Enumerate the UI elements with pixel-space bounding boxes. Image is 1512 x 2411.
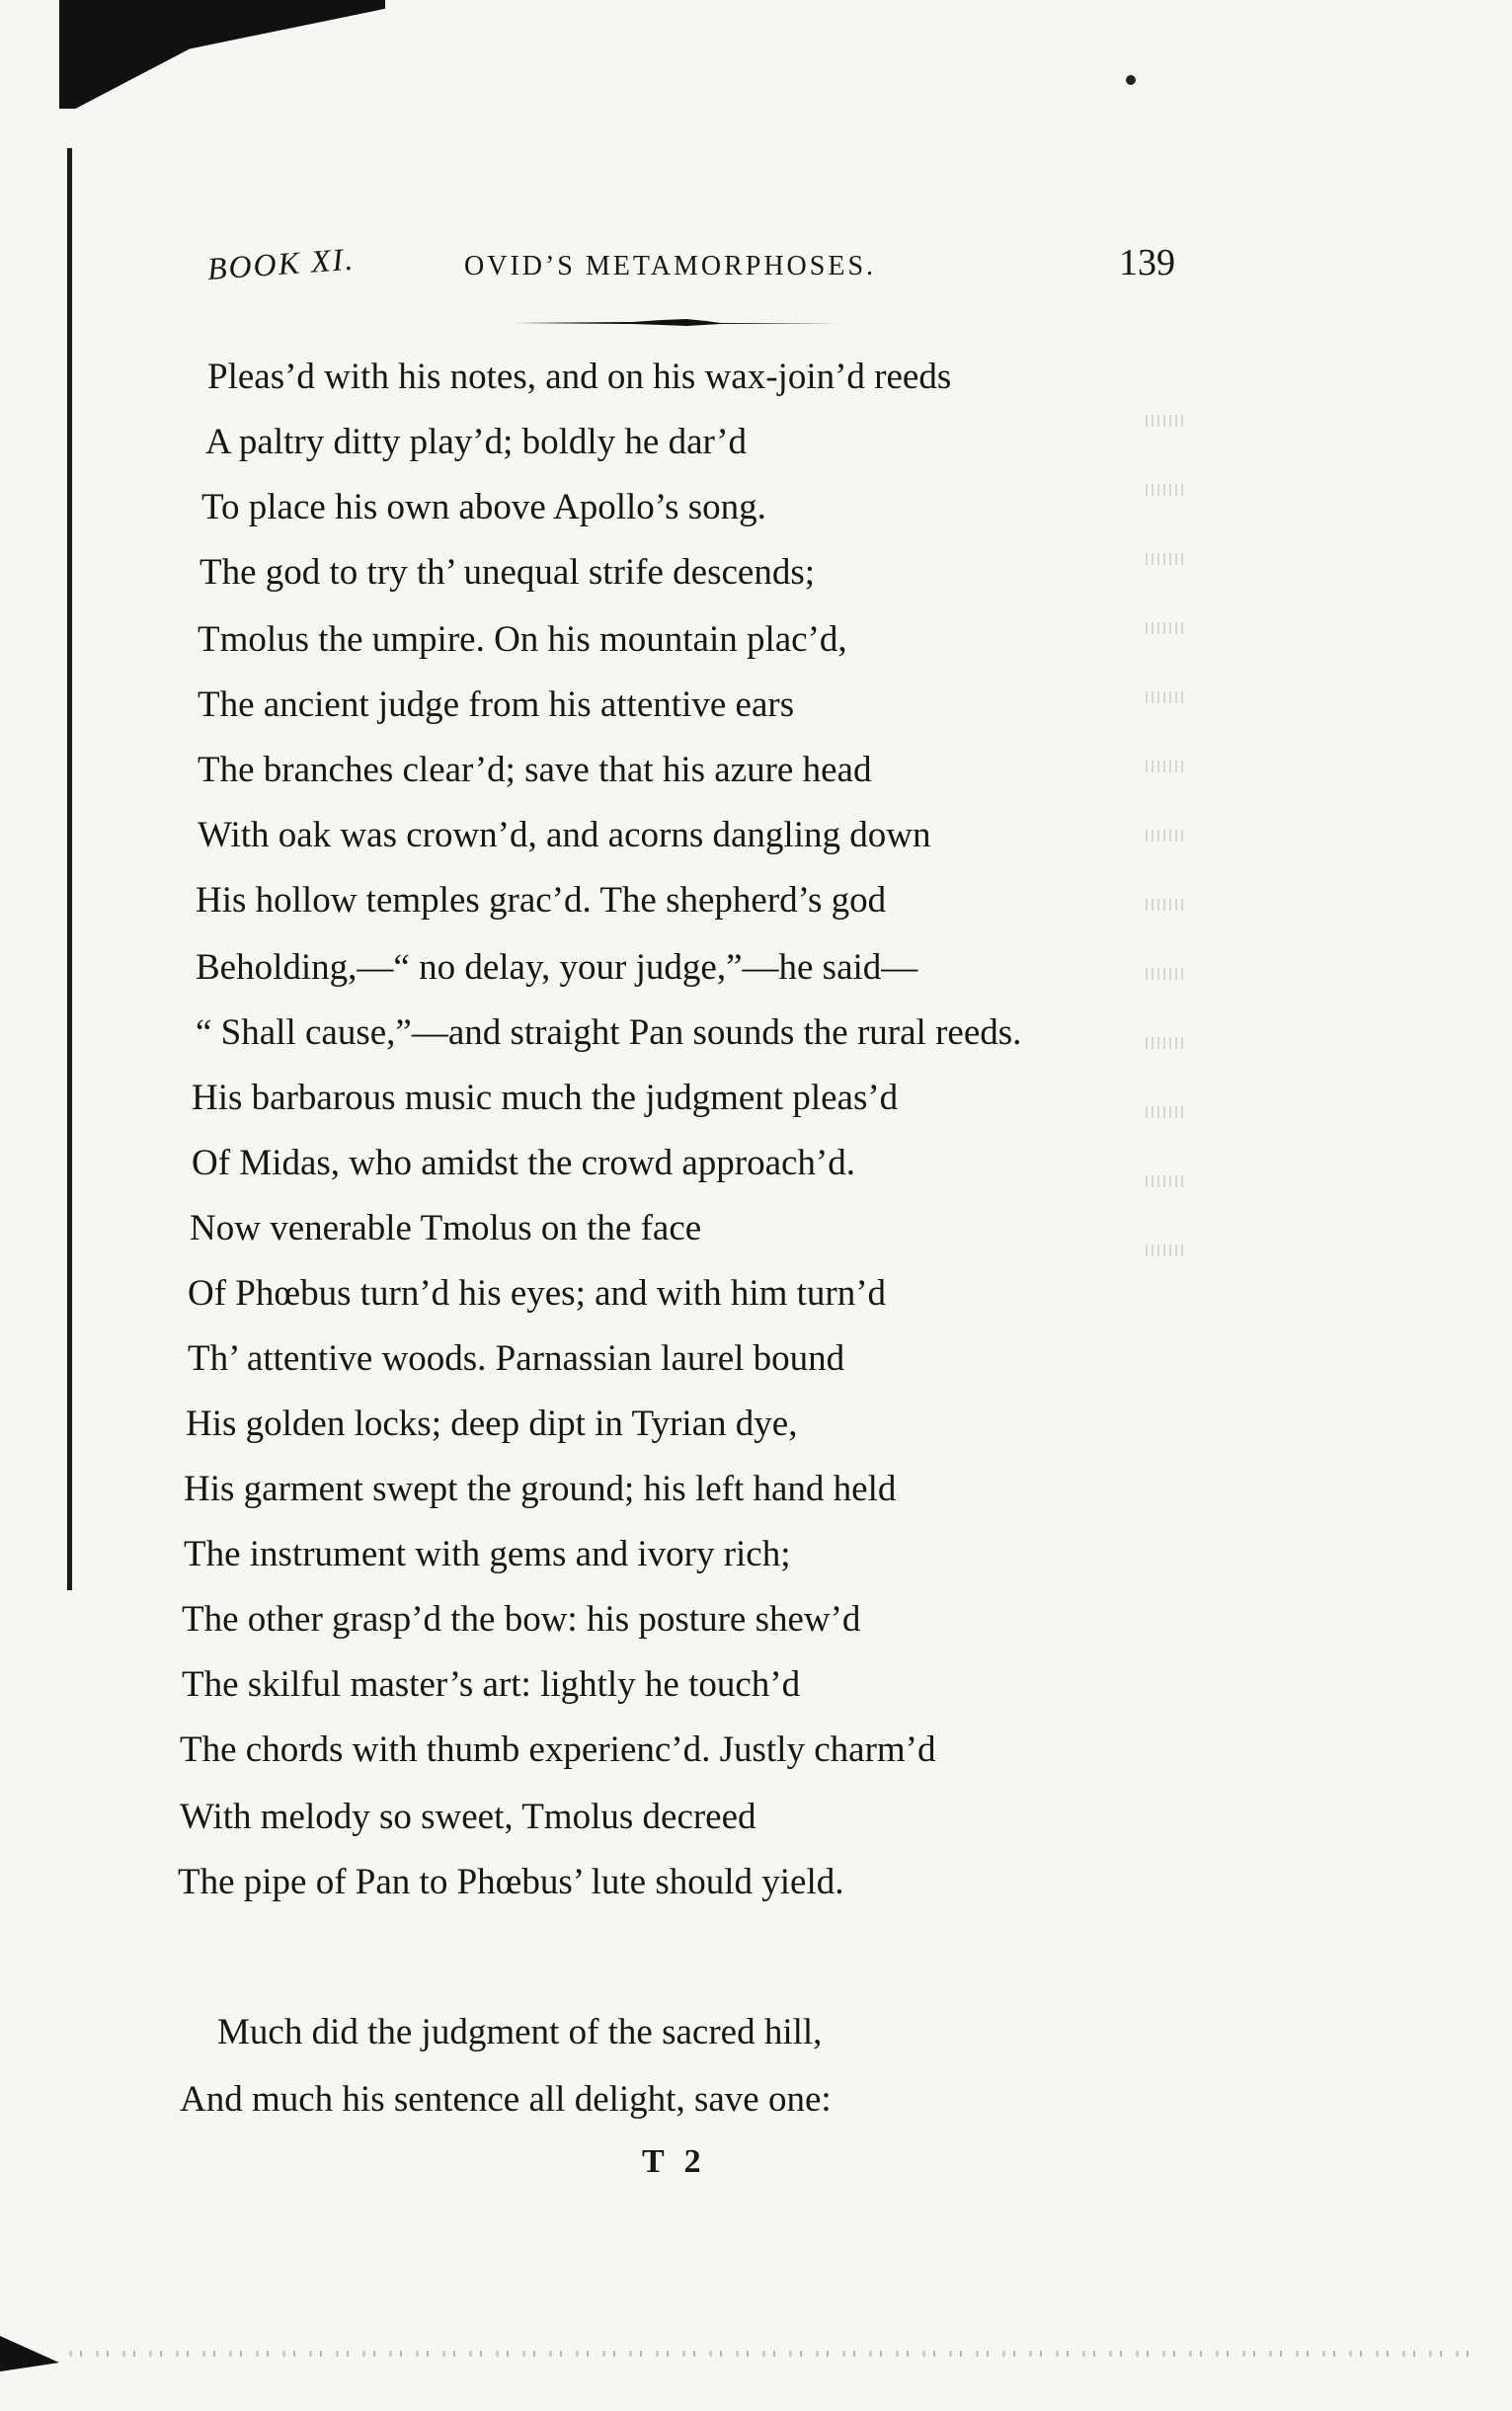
poem-line: Beholding,—“ no delay, your judge,”—he said— bbox=[196, 947, 918, 988]
poem-line: The instrument with gems and ivory rich; bbox=[184, 1534, 791, 1574]
scan-binding-edge bbox=[67, 148, 72, 1590]
signature-mark: T 2 bbox=[642, 2143, 707, 2180]
poem-line: The skilful master’s art: lightly he touch’d bbox=[182, 1664, 801, 1705]
poem-line: And much his sentence all delight, save one: bbox=[180, 2079, 832, 2120]
poem-line: Tmolus the umpire. On his mountain plac’d, bbox=[198, 619, 847, 660]
poem-line: His hollow temples grac’d. The shepherd’s god bbox=[196, 880, 887, 921]
poem-line: To place his own above Apollo’s song. bbox=[201, 487, 766, 527]
work-title: OVID’S METAMORPHOSES. bbox=[464, 251, 877, 281]
poem-line: Much did the judgment of the sacred hill, bbox=[217, 2012, 823, 2052]
poem-line: The other grasp’d the bow: his posture shew’d bbox=[182, 1599, 861, 1640]
poem-line: His golden locks; deep dipt in Tyrian dye, bbox=[186, 1404, 798, 1444]
poem-line: Pleas’d with his notes, and on his wax-join’d reeds bbox=[207, 357, 952, 397]
poem-line: With melody so sweet, Tmolus decreed bbox=[180, 1797, 756, 1837]
poem-line: The god to try th’ unequal strife descends; bbox=[199, 552, 816, 593]
poem-line: “ Shall cause,”—and straight Pan sounds the rural reeds. bbox=[196, 1012, 1022, 1053]
ink-speck bbox=[1126, 75, 1136, 85]
poem-line: A paltry ditty play’d; boldly he dar’d bbox=[205, 422, 748, 462]
bleed-through-margin bbox=[1047, 415, 1185, 1403]
book-label: BOOK XI. bbox=[205, 240, 357, 286]
scan-edge-arrow bbox=[0, 2336, 59, 2371]
poem-line: His garment swept the ground; his left hand held bbox=[184, 1469, 897, 1509]
poem-line: The chords with thumb experienc’d. Justly charm’d bbox=[180, 1729, 936, 1770]
scan-bottom-noise bbox=[69, 2351, 1472, 2357]
running-header bbox=[207, 237, 1175, 296]
poem-line: The pipe of Pan to Phœbus’ lute should yield. bbox=[178, 1862, 844, 1902]
poem-line: Now venerable Tmolus on the face bbox=[190, 1208, 702, 1248]
poem-line: The branches clear’d; save that his azure head bbox=[198, 750, 872, 790]
poem-line: His barbarous music much the judgment pleas’d bbox=[192, 1078, 899, 1118]
poem-line: Th’ attentive woods. Parnassian laurel bound bbox=[188, 1338, 845, 1379]
header-rule-ornament bbox=[514, 318, 839, 328]
poem-line: The ancient judge from his attentive ears bbox=[198, 684, 795, 725]
poem-line: Of Phœbus turn’d his eyes; and with him turn’d bbox=[188, 1273, 887, 1314]
poem-line: Of Midas, who amidst the crowd approach’d. bbox=[192, 1143, 855, 1183]
page-number: 139 bbox=[1119, 242, 1175, 283]
scan-corner-shadow bbox=[59, 0, 385, 109]
poem-line: With oak was crown’d, and acorns dangling down bbox=[198, 815, 931, 855]
